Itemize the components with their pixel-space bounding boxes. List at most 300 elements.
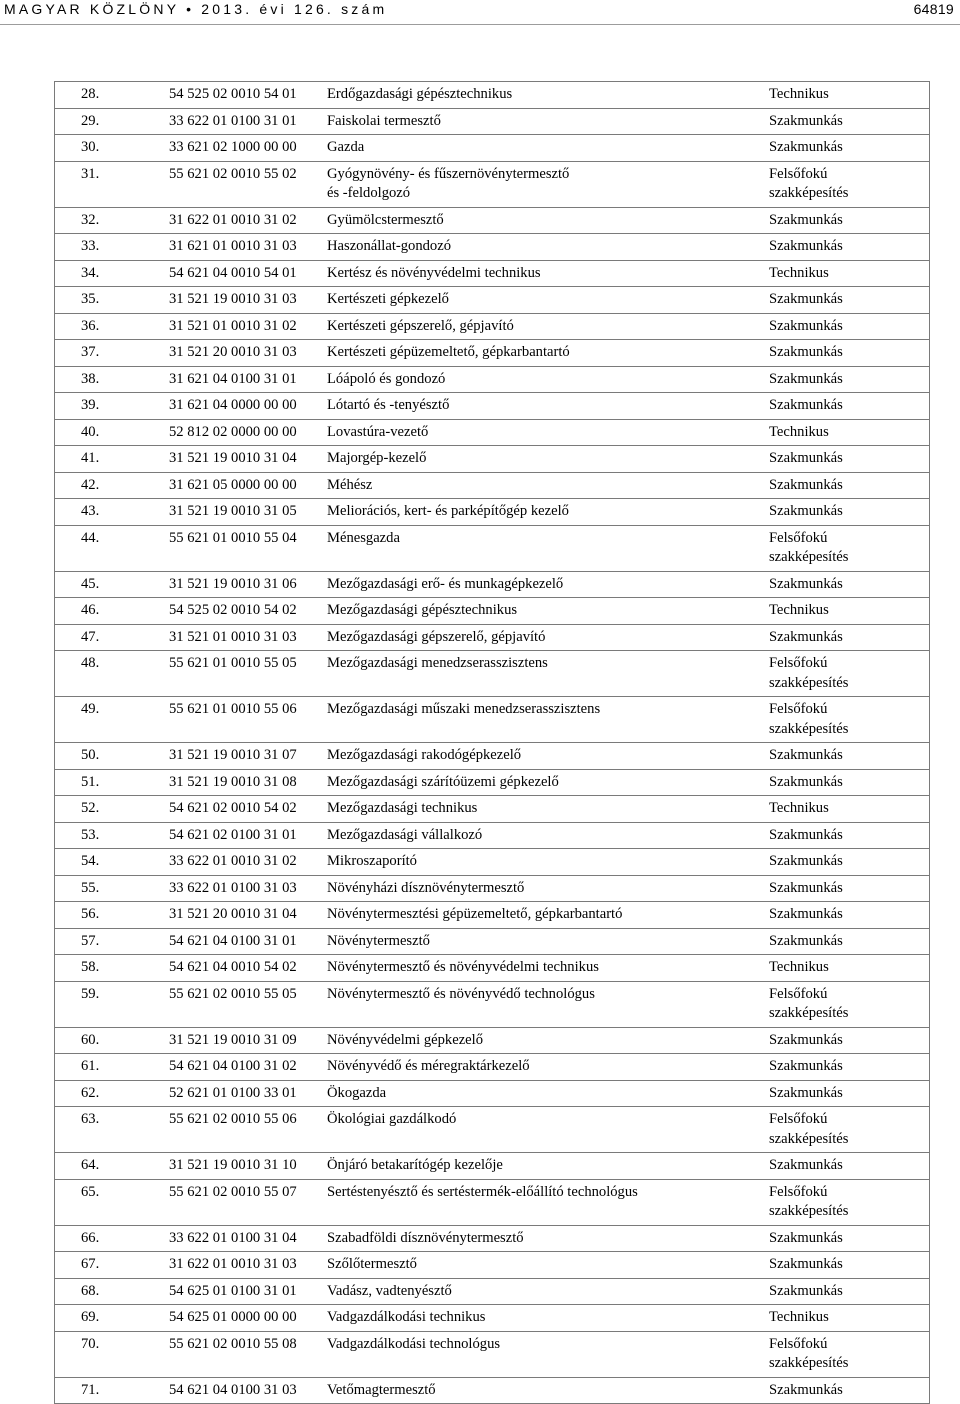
table-row (55, 108, 930, 135)
qualification-level (769, 928, 930, 955)
row-number: 65. (55, 1179, 170, 1225)
qualification-name-line: Vetőmagtermesztő (327, 1381, 436, 1398)
table-row (55, 82, 930, 109)
row-number: 43. (55, 499, 170, 526)
qualification-code: 31 521 01 0010 31 03 (169, 624, 327, 651)
qualification-level-line: Szakmunkás (769, 112, 843, 129)
qualification-name-line: Meliorációs, kert- és parképítőgép kezelő (327, 503, 569, 519)
table-row (55, 1331, 930, 1377)
qualification-code: 31 521 19 0010 31 04 (169, 446, 327, 473)
qualification-level (769, 1080, 930, 1107)
qualification-name-line: Mikroszaporító (327, 853, 417, 869)
header-divider (0, 24, 960, 25)
qualification-level (769, 313, 930, 340)
row-number: 69. (55, 1305, 170, 1332)
qualification-name-line: Ménesgazda (327, 529, 400, 546)
row-number: 58. (55, 955, 170, 982)
qualification-level (769, 598, 930, 625)
qualification-code: 31 521 20 0010 31 03 (169, 340, 327, 367)
qualification-name-line: Sertéstenyésztő és sertéstermék-előállító technológus (327, 1183, 638, 1200)
row-number: 50. (55, 743, 170, 770)
qualification-name (327, 1331, 769, 1377)
qualification-name-line: Növénytermesztő (327, 932, 430, 949)
qualification-table-body (55, 82, 930, 1404)
qualification-level-line: Szakmunkás (769, 476, 843, 493)
qualification-name-line: Majorgép-kezelő (327, 450, 427, 466)
qualification-level (769, 1278, 930, 1305)
qualification-level (769, 340, 930, 367)
table-row (55, 287, 930, 314)
qualification-level (769, 1377, 930, 1404)
qualification-level (769, 624, 930, 651)
qualification-name-line: Vadgazdálkodási technológus (327, 1335, 501, 1352)
qualification-level (769, 207, 930, 234)
table-row (55, 697, 930, 743)
qualification-name (327, 769, 769, 796)
qualification-level-line: Szakmunkás (769, 291, 843, 307)
page-header (0, 0, 960, 22)
row-number: 55. (55, 875, 170, 902)
qualification-code: 31 521 01 0010 31 02 (169, 313, 327, 340)
row-number: 32. (55, 207, 170, 234)
qualification-name (327, 598, 769, 625)
qualification-level (769, 849, 930, 876)
qualification-code: 55 621 02 0010 55 06 (169, 1107, 327, 1153)
row-number: 47. (55, 624, 170, 651)
qualification-name (327, 525, 769, 571)
qualification-code: 55 621 01 0010 55 06 (169, 697, 327, 743)
row-number: 70. (55, 1331, 170, 1377)
qualification-code: 31 521 19 0010 31 08 (169, 769, 327, 796)
qualification-code: 55 621 01 0010 55 05 (169, 651, 327, 697)
qualification-level (769, 161, 930, 207)
qualification-name (327, 419, 769, 446)
qualification-name-line: Mezőgazdasági vállalkozó (327, 826, 483, 843)
qualification-name (327, 822, 769, 849)
qualification-name-line: Mezőgazdasági szárítóüzemi gépkezelő (327, 773, 559, 790)
qualification-code: 33 622 01 0100 31 04 (169, 1225, 327, 1252)
row-number: 49. (55, 697, 170, 743)
table-row (55, 419, 930, 446)
qualification-name-line: Mezőgazdasági műszaki menedzserasszisztens (327, 701, 601, 717)
qualification-level-line: Technikus (769, 423, 829, 440)
row-number: 45. (55, 571, 170, 598)
row-number: 33. (55, 234, 170, 261)
table-row (55, 366, 930, 393)
table-row (55, 234, 930, 261)
qualification-code: 55 621 02 0010 55 07 (169, 1179, 327, 1225)
qualification-code: 33 622 01 0100 31 01 (169, 108, 327, 135)
table-row (55, 260, 930, 287)
row-number: 61. (55, 1054, 170, 1081)
qualification-level (769, 1252, 930, 1279)
qualification-name-line: Növénytermesztő és növényvédő technológus (327, 985, 595, 1002)
table-row (55, 1179, 930, 1225)
qualification-level-line: Szakmunkás (769, 211, 843, 228)
qualification-code: 31 622 01 0010 31 02 (169, 207, 327, 234)
qualification-level-line: szakképesítés (769, 1130, 849, 1147)
qualification-level (769, 135, 930, 162)
table-row (55, 1027, 930, 1054)
qualification-code: 31 621 05 0000 00 00 (169, 472, 327, 499)
table-row (55, 1080, 930, 1107)
qualification-code: 31 521 19 0010 31 03 (169, 287, 327, 314)
row-number: 41. (55, 446, 170, 473)
qualification-name-line: Vadász, vadtenyésztő (327, 1282, 452, 1299)
qualification-level-line: Szakmunkás (769, 1381, 843, 1398)
qualification-name (327, 955, 769, 982)
qualification-name (327, 1252, 769, 1279)
qualification-name (327, 161, 769, 207)
qualification-level-line: Szakmunkás (769, 747, 843, 763)
table-row (55, 340, 930, 367)
table-row (55, 1153, 930, 1180)
qualification-level-line: Felsőfokú (769, 529, 828, 546)
qualification-code: 55 621 02 0010 55 08 (169, 1331, 327, 1377)
qualification-code: 31 621 04 0100 31 01 (169, 366, 327, 393)
qualification-level-line: Technikus (769, 1309, 829, 1325)
table-row (55, 902, 930, 929)
qualification-level-line: Szakmunkás (769, 906, 843, 922)
qualification-name (327, 135, 769, 162)
qualification-name (327, 981, 769, 1027)
qualification-code: 31 521 19 0010 31 10 (169, 1153, 327, 1180)
qualification-code: 55 621 01 0010 55 04 (169, 525, 327, 571)
qualification-level (769, 1054, 930, 1081)
row-number: 39. (55, 393, 170, 420)
row-number: 57. (55, 928, 170, 955)
qualification-code: 31 621 04 0000 00 00 (169, 393, 327, 420)
qualification-level (769, 419, 930, 446)
qualification-level-line: Szakmunkás (769, 773, 843, 790)
row-number: 52. (55, 796, 170, 823)
qualification-name (327, 1054, 769, 1081)
qualification-level (769, 1331, 930, 1377)
qualification-table (54, 81, 930, 1404)
qualification-level-line: Felsőfokú (769, 1183, 828, 1200)
qualification-code: 54 625 01 0000 00 00 (169, 1305, 327, 1332)
table-row (55, 955, 930, 982)
qualification-name (327, 849, 769, 876)
qualification-level (769, 260, 930, 287)
qualification-level-line: Szakmunkás (769, 370, 843, 387)
qualification-level-line: Felsőfokú (769, 165, 828, 182)
qualification-level (769, 446, 930, 473)
qualification-code: 31 621 01 0010 31 03 (169, 234, 327, 261)
qualification-code: 54 621 02 0100 31 01 (169, 822, 327, 849)
qualification-level-line: Felsőfokú (769, 701, 828, 717)
qualification-name-line: Mezőgazdasági technikus (327, 800, 478, 816)
qualification-name-line: Mezőgazdasági erő- és munkagépkezelő (327, 575, 564, 592)
qualification-code: 33 621 02 1000 00 00 (169, 135, 327, 162)
qualification-level (769, 1225, 930, 1252)
row-number: 68. (55, 1278, 170, 1305)
row-number: 53. (55, 822, 170, 849)
qualification-name (327, 340, 769, 367)
qualification-code: 54 621 04 0010 54 01 (169, 260, 327, 287)
qualification-level (769, 822, 930, 849)
qualification-level (769, 697, 930, 743)
row-number: 59. (55, 981, 170, 1027)
qualification-name (327, 743, 769, 770)
qualification-level (769, 981, 930, 1027)
qualification-code: 31 521 19 0010 31 07 (169, 743, 327, 770)
qualification-name-line: Erdőgazdasági gépésztechnikus (327, 86, 513, 102)
table-row (55, 161, 930, 207)
qualification-level-line: Szakmunkás (769, 1031, 843, 1048)
row-number: 37. (55, 340, 170, 367)
qualification-level (769, 955, 930, 982)
row-number: 30. (55, 135, 170, 162)
qualification-level-line: Szakmunkás (769, 1229, 843, 1246)
qualification-level-line: Technikus (769, 264, 829, 281)
row-number: 56. (55, 902, 170, 929)
qualification-name (327, 1305, 769, 1332)
qualification-level (769, 499, 930, 526)
row-number: 60. (55, 1027, 170, 1054)
qualification-name-line: Ökogazda (327, 1084, 387, 1101)
qualification-code: 52 812 02 0000 00 00 (169, 419, 327, 446)
qualification-level-line: szakképesítés (769, 720, 849, 737)
qualification-code: 54 525 02 0010 54 02 (169, 598, 327, 625)
qualification-name (327, 1080, 769, 1107)
qualification-level-line: Szakmunkás (769, 628, 843, 645)
qualification-level (769, 234, 930, 261)
qualification-name-line: Lovastúra-vezető (327, 423, 429, 440)
qualification-name (327, 571, 769, 598)
table-row (55, 499, 930, 526)
qualification-name-line: Kertészeti gépszerelő, gépjavító (327, 317, 514, 334)
row-number: 67. (55, 1252, 170, 1279)
table-row (55, 651, 930, 697)
qualification-level-line: Szakmunkás (769, 575, 843, 592)
qualification-level (769, 108, 930, 135)
table-row (55, 472, 930, 499)
table-row (55, 981, 930, 1027)
row-number: 34. (55, 260, 170, 287)
qualification-code: 33 622 01 0100 31 03 (169, 875, 327, 902)
qualification-level (769, 571, 930, 598)
qualification-name-line: Mezőgazdasági gépszerelő, gépjavító (327, 628, 546, 645)
table-row (55, 624, 930, 651)
qualification-code: 33 622 01 0010 31 02 (169, 849, 327, 876)
qualification-name (327, 624, 769, 651)
qualification-name-line: Kertészeti gépüzemeltető, gépkarbantartó (327, 344, 570, 360)
qualification-level-line: szakképesítés (769, 1005, 849, 1021)
table-row (55, 393, 930, 420)
qualification-code: 54 625 01 0100 31 01 (169, 1278, 327, 1305)
qualification-level (769, 82, 930, 109)
qualification-name (327, 446, 769, 473)
table-row (55, 525, 930, 571)
qualification-code: 54 621 02 0010 54 02 (169, 796, 327, 823)
qualification-name (327, 796, 769, 823)
qualification-name-line: Önjáró betakarítógép kezelője (327, 1157, 503, 1173)
qualification-level-line: Technikus (769, 86, 829, 102)
qualification-name-line: Vadgazdálkodási technikus (327, 1309, 486, 1325)
qualification-code: 31 521 19 0010 31 06 (169, 571, 327, 598)
qualification-name-line: Szabadföldi dísznövénytermesztő (327, 1229, 524, 1246)
qualification-name-line: Növényvédelmi gépkezelő (327, 1031, 484, 1048)
qualification-code: 55 621 02 0010 55 02 (169, 161, 327, 207)
table-row (55, 1278, 930, 1305)
qualification-level-line: Felsőfokú (769, 1111, 828, 1127)
qualification-code: 54 621 04 0010 54 02 (169, 955, 327, 982)
qualification-level-line: szakképesítés (769, 674, 849, 691)
journal-title: MAGYAR KÖZLÖNY • 2013. évi 126. szám (4, 1, 388, 17)
qualification-level-line: szakképesítés (769, 549, 849, 565)
table-row (55, 928, 930, 955)
qualification-level (769, 1305, 930, 1332)
qualification-level (769, 1153, 930, 1180)
row-number: 40. (55, 419, 170, 446)
qualification-name-line: Mezőgazdasági gépésztechnikus (327, 602, 518, 618)
qualification-level (769, 366, 930, 393)
qualification-name (327, 499, 769, 526)
qualification-name (327, 1107, 769, 1153)
qualification-name (327, 287, 769, 314)
qualification-level (769, 525, 930, 571)
table-row (55, 1305, 930, 1332)
qualification-level (769, 875, 930, 902)
qualification-name-line: Gyümölcstermesztő (327, 211, 444, 228)
qualification-name-line: Gyógynövény- és fűszernövénytermesztő (327, 165, 570, 182)
qualification-level (769, 472, 930, 499)
qualification-code: 54 621 04 0100 31 03 (169, 1377, 327, 1404)
qualification-level-line: Szakmunkás (769, 879, 843, 896)
qualification-name-line: Haszonállat-gondozó (327, 238, 452, 254)
row-number: 36. (55, 313, 170, 340)
qualification-level-line: Szakmunkás (769, 344, 843, 360)
qualification-level-line: szakképesítés (769, 1203, 849, 1219)
qualification-name-line: és -feldolgozó (327, 185, 411, 201)
table-row (55, 796, 930, 823)
qualification-name-line: Ökológiai gazdálkodó (327, 1111, 457, 1127)
qualification-level-line: Szakmunkás (769, 1282, 843, 1299)
qualification-name-line: Kertész és növényvédelmi technikus (327, 264, 541, 281)
qualification-name-line: Lótartó és -tenyésztő (327, 397, 450, 413)
qualification-level-line: Szakmunkás (769, 1157, 843, 1173)
row-number: 51. (55, 769, 170, 796)
qualification-code: 54 621 04 0100 31 02 (169, 1054, 327, 1081)
qualification-level-line: Felsőfokú (769, 655, 828, 671)
qualification-code: 54 621 04 0100 31 01 (169, 928, 327, 955)
qualification-level-line: Szakmunkás (769, 853, 843, 869)
qualification-name (327, 902, 769, 929)
qualification-level-line: Technikus (769, 800, 829, 816)
qualification-name (327, 1377, 769, 1404)
qualification-code: 52 621 01 0100 33 01 (169, 1080, 327, 1107)
qualification-name-line: Kertészeti gépkezelő (327, 291, 449, 307)
qualification-name (327, 393, 769, 420)
qualification-level (769, 902, 930, 929)
table-row (55, 313, 930, 340)
table-row (55, 135, 930, 162)
qualification-name (327, 1225, 769, 1252)
qualification-name (327, 1027, 769, 1054)
qualification-name (327, 313, 769, 340)
qualification-code: 31 521 19 0010 31 09 (169, 1027, 327, 1054)
qualification-level (769, 1107, 930, 1153)
qualification-code: 31 521 19 0010 31 05 (169, 499, 327, 526)
qualification-level-line: Technikus (769, 602, 829, 618)
qualification-level-line: Szakmunkás (769, 238, 843, 254)
qualification-level (769, 651, 930, 697)
qualification-level-line: Szakmunkás (769, 1084, 843, 1101)
qualification-name-line: Faiskolai termesztő (327, 112, 441, 129)
qualification-level (769, 1179, 930, 1225)
table-row (55, 1054, 930, 1081)
row-number: 38. (55, 366, 170, 393)
row-number: 64. (55, 1153, 170, 1180)
row-number: 66. (55, 1225, 170, 1252)
qualification-level-line: Szakmunkás (769, 139, 843, 155)
qualification-name-line: Mezőgazdasági rakodógépkezelő (327, 747, 522, 763)
qualification-code: 31 521 20 0010 31 04 (169, 902, 327, 929)
qualification-code: 54 525 02 0010 54 01 (169, 82, 327, 109)
qualification-level-line: Szakmunkás (769, 1256, 843, 1272)
table-row (55, 1377, 930, 1404)
page-number: 64819 (913, 1, 954, 17)
qualification-level-line: Felsőfokú (769, 1335, 828, 1352)
qualification-name-line: Mezőgazdasági menedzserasszisztens (327, 655, 548, 671)
row-number: 29. (55, 108, 170, 135)
qualification-code: 31 622 01 0010 31 03 (169, 1252, 327, 1279)
row-number: 46. (55, 598, 170, 625)
table-row (55, 769, 930, 796)
qualification-level-line: Szakmunkás (769, 932, 843, 949)
qualification-level-line: szakképesítés (769, 1355, 849, 1371)
qualification-level-line: Szakmunkás (769, 397, 843, 413)
qualification-level (769, 769, 930, 796)
qualification-name-line: Lóápoló és gondozó (327, 370, 446, 387)
table-row (55, 875, 930, 902)
qualification-level-line: Technikus (769, 959, 829, 975)
qualification-level (769, 1027, 930, 1054)
table-row (55, 598, 930, 625)
qualification-name (327, 1153, 769, 1180)
table-row (55, 571, 930, 598)
qualification-name (327, 1278, 769, 1305)
qualification-level-line: Felsőfokú (769, 985, 828, 1002)
qualification-name (327, 260, 769, 287)
table-row (55, 849, 930, 876)
qualification-level-line: Szakmunkás (769, 450, 843, 466)
table-row (55, 1252, 930, 1279)
qualification-level (769, 393, 930, 420)
qualification-name-line: Méhész (327, 476, 373, 493)
qualification-name-line: Gazda (327, 139, 365, 155)
qualification-name (327, 928, 769, 955)
row-number: 31. (55, 161, 170, 207)
table-row (55, 743, 930, 770)
qualification-name (327, 697, 769, 743)
row-number: 42. (55, 472, 170, 499)
qualification-name-line: Szőlőtermesztő (327, 1256, 417, 1272)
qualification-name (327, 1179, 769, 1225)
qualification-name (327, 234, 769, 261)
qualification-level-line: Szakmunkás (769, 826, 843, 843)
qualification-name (327, 875, 769, 902)
qualification-level-line: Szakmunkás (769, 503, 843, 519)
qualification-level (769, 796, 930, 823)
qualification-name (327, 82, 769, 109)
qualification-name-line: Növénytermesztési gépüzemeltető, gépkarbantartó (327, 906, 623, 922)
qualification-level-line: Szakmunkás (769, 317, 843, 334)
qualification-name (327, 207, 769, 234)
table-row (55, 207, 930, 234)
table-row (55, 1107, 930, 1153)
